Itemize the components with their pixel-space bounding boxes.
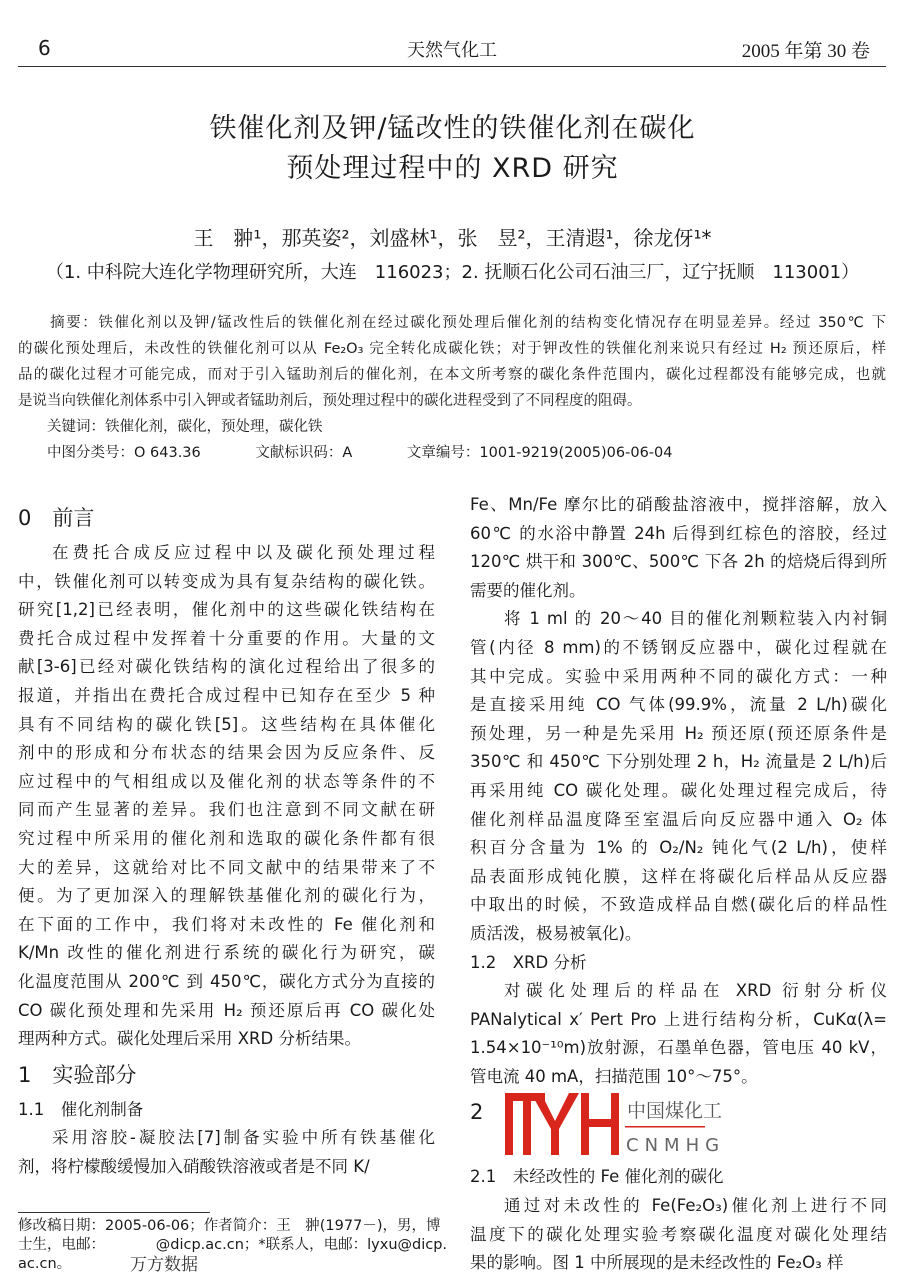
abstract bbox=[18, 310, 886, 466]
subsection-heading: 2.1 未经改性的 Fe 催化剂的碳化 bbox=[470, 1167, 724, 1187]
body-text-line: 预处理，另一种是先采用 H₂ 预还原(预还原条件是 bbox=[470, 723, 887, 743]
paper-title-line-1: 铁催化剂及钾/锰改性的铁催化剂在碳化 bbox=[209, 113, 696, 144]
body-text-line: 报道，并指出在费托合成过程中已知存在至少 5 种 bbox=[18, 685, 435, 705]
footnote-line: 士生，电邮： @dicp.ac.cn；*联系人，电邮：lyxu@dicp. bbox=[18, 1237, 448, 1253]
body-text-line: 便。为了更加深入的理解铁基催化剂的碳化行为， bbox=[18, 886, 435, 906]
body-text-line: 中，铁催化剂可以转变成为具有复杂结构的碳化铁。 bbox=[18, 571, 435, 591]
header-divider bbox=[18, 66, 886, 67]
body-text-line: 对碳化处理后的样品在 XRD 衍射分析仪 bbox=[504, 981, 887, 1001]
body-text-line: 同而产生显著的差异。我们也注意到不同文献在研 bbox=[18, 800, 435, 820]
document-code: 文献标识码：A bbox=[255, 445, 353, 461]
subsection-heading: 1.1 催化剂制备 bbox=[18, 1099, 144, 1119]
right-column bbox=[470, 491, 887, 1278]
body-text-line: 是直接采用纯 CO 气体(99.9%，流量 2 L/h)碳化 bbox=[470, 695, 887, 715]
body-text-line: K/Mn 改性的催化剂进行系统的碳化行为研究，碳 bbox=[18, 943, 435, 963]
abstract-line: 的碳化预处理后，未改性的铁催化剂可以从 Fe₂O₃ 完全转化成碳化铁；对于钾改性的铁催化剂来说只有经过 H₂ 预还原后，样 bbox=[18, 341, 886, 357]
body-text-line: 究过程中所采用的催化剂和选取的碳化条件都有很 bbox=[18, 828, 435, 848]
body-text-line: 管(内径 8 mm)的不锈钢反应器中，碳化过程就在 bbox=[470, 637, 887, 657]
body-text-line: 积百分含量为 1% 的 O₂/N₂ 钝化气(2 L/h)，使样 bbox=[470, 838, 887, 858]
affiliations: （1. 中科院大连化学物理研究所，大连 116023；2. 抚顺石化公司石油三厂，辽宁抚顺 113001） bbox=[45, 262, 860, 283]
body-text-line: 在下面的工作中，我们将对未改性的 Fe 催化剂和 bbox=[18, 914, 435, 934]
body-text-line: 1.54×10⁻¹⁰m)放射源，石墨单色器，管电压 40 kV， bbox=[470, 1038, 887, 1058]
body-text-line: 费托合成过程中发挥着十分重要的作用。大量的文 bbox=[18, 628, 435, 648]
subsection-heading: 1.2 XRD 分析 bbox=[470, 952, 587, 972]
body-text-line: 理两种方式。碳化处理后采用 XRD 分析结果。 bbox=[18, 1029, 361, 1049]
paper-title-line-2: 预处理过程中的 XRD 研究 bbox=[286, 153, 619, 184]
body-text-line: 再采用纯 CO 碳化处理。碳化处理过程完成后，待 bbox=[470, 780, 887, 800]
body-text-line: 品表面形成钝化膜，这样在将碳化后样品从反应器 bbox=[470, 866, 887, 886]
body-text-line: 化温度范围从 200℃ 到 450℃，碳化方式分为直接的 bbox=[18, 971, 435, 991]
body-text-line: 将 1 ml 的 20～40 目的催化剂颗粒装入内衬铜 bbox=[504, 609, 887, 629]
body-text-line: 温度下的碳化处理实验考察碳化温度对碳化处理结 bbox=[470, 1224, 887, 1244]
body-text-line: 应过程中的气相组成以及催化剂的状态等条件的不 bbox=[18, 771, 435, 791]
body-text-line: 剂，将柠檬酸缓慢加入硝酸铁溶液或者是不同 K/ bbox=[18, 1156, 370, 1176]
footnote-line: ac.cn。 bbox=[18, 1256, 72, 1272]
body-text-line: 研究[1,2]已经表明，催化剂中的这些碳化铁结构在 bbox=[18, 600, 435, 620]
logo-cn-text: 中国煤化工 bbox=[627, 1100, 723, 1122]
abstract-line: 摘要：铁催化剂以及钾/锰改性后的铁催化剂在经过碳化预处理后催化剂的结构变化情况存在明显差异。经过 350℃ 下 bbox=[18, 315, 886, 331]
classification-row bbox=[18, 440, 886, 466]
body-text-line: CO 碳化预处理和先采用 H₂ 预还原后再 CO 碳化处 bbox=[18, 1000, 435, 1020]
keywords: 关键词：铁催化剂，碳化，预处理，碳化铁 bbox=[18, 419, 323, 435]
body-text-line: 需要的催化剂。 bbox=[470, 580, 586, 600]
page-number: 6 bbox=[38, 36, 51, 60]
article-number: 文章编号：1001-9219(2005)06-06-04 bbox=[406, 445, 673, 461]
body-text-line: 中取出的时候，不致造成样品自燃(碳化后的样品性 bbox=[470, 895, 887, 915]
abstract-line: 是说当向铁催化剂体系中引入钾或者锰助剂后，预处理过程中的碳化进程受到了不同程度的阻碍。 bbox=[18, 393, 642, 409]
body-text-line: 采用溶胶-凝胶法[7]制备实验中所有铁基催化 bbox=[52, 1128, 435, 1148]
abstract-line: 品的碳化过程才可能完成，而对于引入锰助剂后的催化剂，在本文所考察的碳化条件范围内，碳化过程都没有能够完成，也就 bbox=[18, 367, 886, 383]
clc-number: 中图分类号：O 643.36 bbox=[18, 445, 201, 461]
body-text-line: 在费托合成反应过程中以及碳化预处理过程 bbox=[52, 543, 435, 562]
body-text-line: 350℃ 和 450℃ 下分别处理 2 h，H₂ 流量是 2 L/h)后 bbox=[470, 752, 887, 772]
watermark: 万方数据 bbox=[130, 1255, 198, 1275]
authors: 王 翀¹，那英姿²，刘盛林¹，张 昱²，王清遐¹，徐龙伢¹* bbox=[193, 226, 712, 250]
body-text-line: 质活泼，极易被氧化)。 bbox=[470, 923, 642, 943]
section-heading: 0 前言 bbox=[18, 506, 95, 530]
section-heading: 2 bbox=[470, 1100, 484, 1125]
footnote-line: 修改稿日期：2005-06-06；作者简介：王 翀(1977－)，男，博 bbox=[18, 1218, 441, 1234]
footnote-divider bbox=[18, 1212, 210, 1213]
body-text-line: Fe、Mn/Fe 摩尔比的硝酸盐溶液中，搅拌溶解，放入 bbox=[470, 495, 887, 514]
body-text-line: 大的差异，这就给对比不同文献中的结果带来了不 bbox=[18, 857, 435, 877]
body-text-line: 120℃ 烘干和 300℃、500℃ 下各 2h 的焙烧后得到所 bbox=[470, 552, 887, 572]
body-text-line: 管电流 40 mA，扫描范围 10°～75°。 bbox=[470, 1066, 758, 1086]
body-text-line: 其中完成。实验中采用两种不同的碳化方式：一种 bbox=[470, 666, 887, 686]
left-column bbox=[18, 497, 435, 1181]
cnmhg-logo bbox=[505, 1093, 726, 1156]
body-text-line: 献[3-6]已经对碳化铁结构的演化过程给出了很多的 bbox=[18, 657, 435, 677]
body-text-line: PANalytical x′ Pert Pro 上进行结构分析，CuKα(λ= bbox=[470, 1009, 887, 1029]
body-text-line: 催化剂样品温度降至室温后向反应器中通入 O₂ 体 bbox=[470, 809, 887, 829]
issue-info: 2005 年第 30 卷 bbox=[741, 41, 870, 62]
body-text-line: 60℃ 的水浴中静置 24h 后得到红棕色的溶胶，经过 bbox=[470, 523, 887, 543]
body-text-line: 具有不同结构的碳化铁[5]。这些结构在具体催化 bbox=[18, 714, 435, 734]
journal-name: 天然气化工 bbox=[407, 40, 497, 61]
body-text-line: 通过对未改性的 Fe(Fe₂O₃)催化剂上进行不同 bbox=[504, 1196, 887, 1216]
section-heading: 1 实验部分 bbox=[18, 1062, 137, 1087]
logo-en-text: CNMHG bbox=[626, 1135, 726, 1156]
body-text-line: 剂中的形成和分布状态的结果会因为反应条件、反 bbox=[18, 743, 435, 763]
footnote bbox=[18, 1217, 448, 1274]
body-text-line: 果的影响。图 1 中所展现的是未经改性的 Fe₂O₃ 样 bbox=[470, 1253, 844, 1273]
